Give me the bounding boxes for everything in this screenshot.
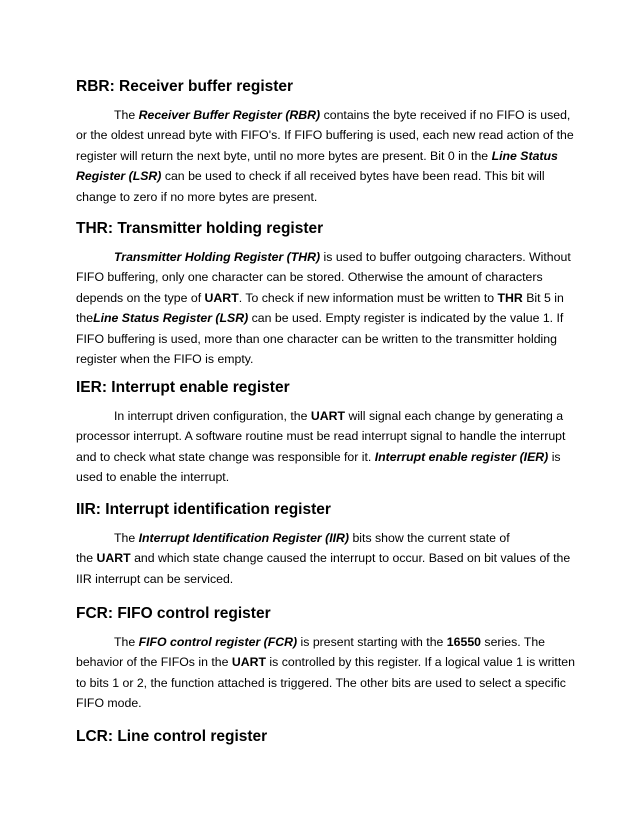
text-run: register when the FIFO is empty. bbox=[76, 352, 254, 367]
text-run: will signal each change by generating a bbox=[345, 409, 564, 423]
emphasis-text: FIFO control register (FCR) bbox=[138, 635, 298, 649]
text-run: and to check what state change was responsible for it. bbox=[76, 449, 375, 464]
emphasis-text: Line Status Register (LSR) bbox=[93, 311, 249, 326]
text-line bbox=[76, 288, 566, 308]
text-line bbox=[76, 673, 566, 693]
section-body bbox=[76, 632, 575, 714]
text-run: depends on the type of bbox=[76, 290, 205, 305]
text-run: change to zero if no more bytes are present. bbox=[76, 189, 318, 204]
emphasis-text: Transmitter Holding Register (THR) bbox=[114, 250, 321, 264]
text-run: to bits 1 or 2, the function attached is triggered. The other bits are used to select a specific bbox=[76, 675, 566, 690]
text-run: contains the byte received if no FIFO is used, bbox=[320, 108, 571, 122]
text-run: The bbox=[114, 531, 139, 545]
section-heading: IIR: Interrupt identification register bbox=[76, 501, 331, 518]
section-heading: IER: Interrupt enable register bbox=[76, 379, 290, 396]
text-run: register will return the next byte, until no more bytes are present. Bit 0 in the bbox=[76, 148, 492, 163]
text-line bbox=[76, 247, 571, 267]
text-line bbox=[76, 693, 566, 713]
section-fcr bbox=[76, 604, 575, 714]
section-heading: LCR: Line control register bbox=[76, 728, 268, 745]
section-body bbox=[76, 247, 571, 369]
text-run: FIFO buffering is used, more than one character can be written to the transmitter holding bbox=[76, 331, 557, 346]
emphasis-text: Line Status bbox=[491, 148, 558, 163]
emphasis-text: THR bbox=[497, 290, 523, 305]
section-ier bbox=[76, 378, 566, 488]
text-line bbox=[76, 528, 566, 548]
text-line bbox=[76, 166, 566, 186]
section-body bbox=[76, 406, 566, 488]
text-run: can be used to check if all received bytes have been read. This bit will bbox=[161, 169, 545, 184]
emphasis-text: Interrupt enable register (IER) bbox=[374, 449, 549, 464]
section-iir bbox=[76, 500, 571, 589]
text-line bbox=[76, 267, 566, 287]
text-run: can be used. Empty register is indicated by the value 1. If bbox=[248, 311, 564, 326]
text-line bbox=[76, 652, 575, 672]
emphasis-text: Interrupt Identification Register (IIR) bbox=[138, 531, 350, 545]
text-run: bits show the current state of bbox=[349, 531, 510, 545]
text-line bbox=[76, 187, 566, 207]
text-run: behavior of the FIFOs in the bbox=[76, 655, 232, 670]
emphasis-text: 16550 bbox=[446, 635, 481, 649]
text-run: processor interrupt. A software routine must be read interrupt signal to handle the interrupt bbox=[76, 429, 566, 444]
text-run: The bbox=[114, 108, 139, 122]
text-run: used to enable the interrupt. bbox=[76, 470, 230, 485]
text-line bbox=[76, 467, 566, 487]
text-line bbox=[76, 125, 574, 145]
text-line bbox=[76, 105, 571, 125]
text-run: or the oldest unread byte with FIFO's. If FIFO buffering is used, each new read action of the bbox=[76, 128, 574, 143]
emphasis-text: UART bbox=[96, 551, 131, 566]
text-run: the bbox=[76, 551, 97, 566]
text-line bbox=[76, 447, 566, 467]
text-run: . To check if new information must be written to bbox=[238, 290, 498, 305]
text-line bbox=[76, 349, 566, 369]
text-run: FIFO buffering, only one character can be stored. Otherwise the amount of characters bbox=[76, 270, 543, 285]
emphasis-text: Receiver Buffer Register (RBR) bbox=[138, 108, 321, 122]
section-rbr bbox=[76, 77, 574, 207]
text-run: is controlled by this register. If a logical value 1 is written bbox=[266, 655, 575, 670]
text-line bbox=[76, 146, 566, 166]
section-heading: FCR: FIFO control register bbox=[76, 605, 271, 622]
text-run: and which state change caused the interrupt to occur. Based on bit values of the bbox=[130, 551, 571, 566]
section-heading: RBR: Receiver buffer register bbox=[76, 78, 294, 95]
text-line bbox=[76, 406, 566, 426]
text-run: is bbox=[548, 449, 561, 464]
text-line bbox=[76, 426, 566, 446]
text-run: Bit 5 in bbox=[522, 290, 564, 305]
text-run: The bbox=[114, 635, 139, 649]
emphasis-text: UART bbox=[231, 655, 266, 670]
section-lcr bbox=[76, 727, 566, 747]
text-run: IIR interrupt can be serviced. bbox=[76, 571, 234, 586]
text-line bbox=[76, 308, 566, 328]
text-line bbox=[76, 329, 566, 349]
text-line bbox=[76, 569, 566, 589]
section-heading: THR: Transmitter holding register bbox=[76, 220, 324, 237]
section-body bbox=[76, 105, 574, 207]
emphasis-text: Register (LSR) bbox=[76, 169, 162, 184]
emphasis-text: UART bbox=[310, 409, 346, 423]
text-run: the bbox=[76, 311, 94, 326]
text-run: series. The bbox=[481, 635, 546, 649]
section-thr bbox=[76, 219, 571, 369]
emphasis-text: UART bbox=[204, 290, 239, 305]
text-run: In interrupt driven configuration, the bbox=[114, 409, 311, 423]
text-line bbox=[76, 632, 566, 652]
section-body bbox=[76, 528, 571, 589]
text-run: is used to buffer outgoing characters. Without bbox=[320, 250, 571, 264]
text-line bbox=[76, 548, 571, 568]
text-run: FIFO mode. bbox=[76, 696, 142, 711]
text-run: is present starting with the bbox=[297, 635, 447, 649]
